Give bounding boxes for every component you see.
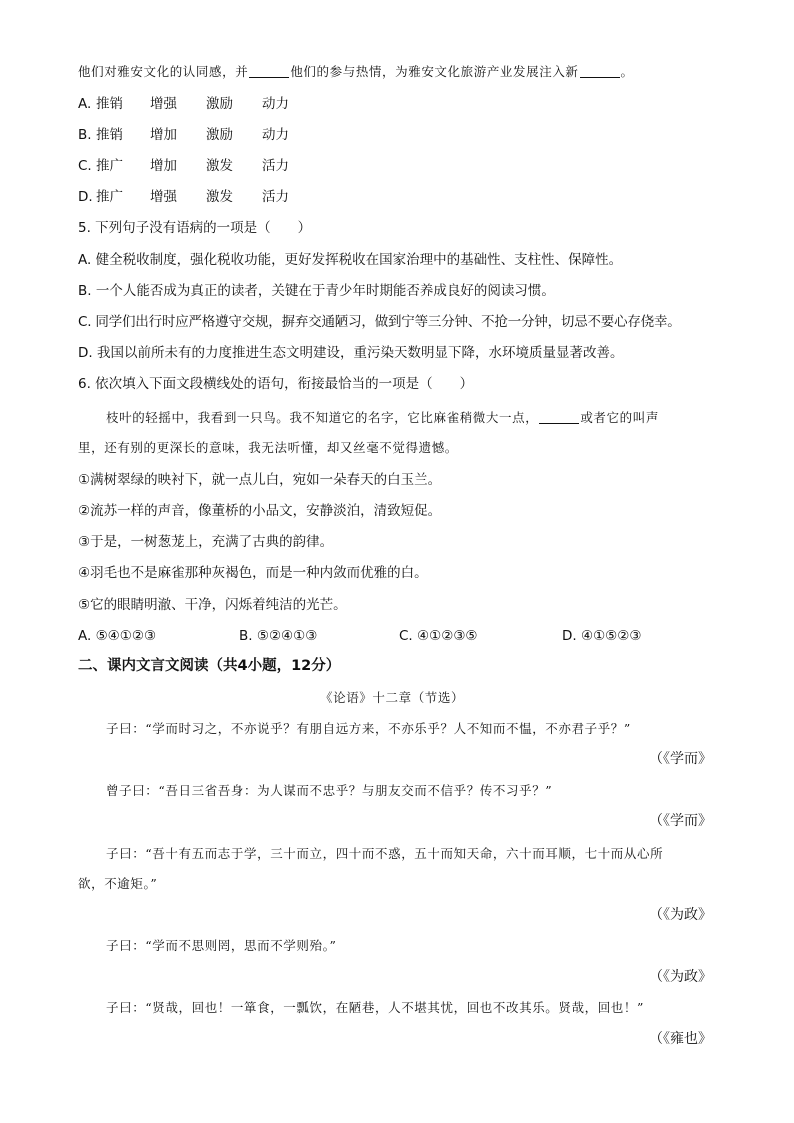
quote-1: 子曰：“学而时习之，不亦说乎？有朋自远方来，不亦乐乎？人不知而不愠，不亦君子乎？” xyxy=(106,721,631,736)
source-4: （《为政》 xyxy=(649,969,712,985)
text-title: 《论语》十二章（节选） xyxy=(320,690,465,705)
q5-option-d: D. 我国以前所未有的力度推进生态文明建设，重污染天数明显下降，水环境质量显著改善。 xyxy=(78,345,624,361)
option-word-2: 增加 xyxy=(150,127,177,143)
q6-choice-c: C. ④①②③⑤ xyxy=(399,628,478,644)
option-word-1: 推销 xyxy=(96,96,123,112)
q5-option-c: C. 同学们出行时应严格遵守交规，摒弃交通陋习，做到宁等三分钟、不抢一分钟，切忌不要心存侥幸。 xyxy=(78,314,681,330)
option-letter: B. xyxy=(78,127,92,143)
q6-passage-text-a: 枝叶的轻摇中，我看到一只鸟。我不知道它的名字，它比麻雀稍微大一点， xyxy=(106,410,539,425)
q6-choice-d: D. ④①⑤②③ xyxy=(562,628,642,644)
q6-item-5: ⑤它的眼睛明澈、干净，闪烁着纯洁的光芒。 xyxy=(78,597,347,613)
option-word-3: 激发 xyxy=(206,158,233,174)
section-heading: 二、课内文言文阅读（共4小题，12分） xyxy=(78,658,341,674)
quote-3: 子曰：“吾十有五而志于学，三十而立，四十而不惑，五十而知天命，六十而耳顺，七十而从心所 xyxy=(106,846,664,861)
q6-blank xyxy=(539,422,579,424)
option-word-3: 激发 xyxy=(206,189,233,205)
q6-choice-b: B. ⑤②④①③ xyxy=(239,628,318,644)
option-word-1: 推广 xyxy=(96,189,123,205)
blank-1 xyxy=(249,76,289,78)
quote-4: 子曰：“学而不思则罔，思而不学则殆。” xyxy=(106,938,337,953)
option-word-3: 激励 xyxy=(206,96,233,112)
source-1: （《学而》 xyxy=(649,751,712,767)
passage-text-3: 。 xyxy=(620,64,634,79)
quote-5: 子曰：“贤哉，回也！一箪食，一瓢饮，在陋巷，人不堪其忧，回也不改其乐。贤哉，回也！” xyxy=(106,1000,644,1015)
option-letter: D. xyxy=(78,189,93,205)
option-word-2: 增强 xyxy=(150,189,177,205)
quote-2: 曾子曰：“吾日三省吾身：为人谋而不忠乎？与朋友交而不信乎？传不习乎？” xyxy=(106,783,553,798)
option-word-4: 活力 xyxy=(262,189,289,205)
q5-stem: 5. 下列句子没有语病的一项是（ ） xyxy=(78,220,312,236)
option-word-4: 动力 xyxy=(262,127,289,143)
option-word-1: 推销 xyxy=(96,127,123,143)
q5-option-a: A. 健全税收制度，强化税收功能，更好发挥税收在国家治理中的基础性、支柱性、保障性。 xyxy=(78,252,623,268)
option-word-4: 活力 xyxy=(262,158,289,174)
q4-passage-end xyxy=(78,63,634,81)
option-word-2: 增强 xyxy=(150,96,177,112)
q6-item-1: ①满树翠绿的映衬下，就一点儿白，宛如一朵春天的白玉兰。 xyxy=(78,472,442,488)
source-5: （《雍也》 xyxy=(649,1031,712,1047)
q6-choice-a: A. ⑤④①②③ xyxy=(78,628,157,644)
option-word-3: 激励 xyxy=(206,127,233,143)
option-letter: C. xyxy=(78,158,92,174)
option-word-4: 动力 xyxy=(262,96,289,112)
q6-passage-line-1 xyxy=(106,409,659,427)
q5-option-b: B. 一个人能否成为真正的读者，关键在于青少年时期能否养成良好的阅读习惯。 xyxy=(78,283,555,299)
source-3: （《为政》 xyxy=(649,907,712,923)
passage-text-1: 他们对雅安文化的认同感，并 xyxy=(78,64,249,79)
source-2: （《学而》 xyxy=(649,813,712,829)
q6-passage-text-b: 或者它的叫声 xyxy=(580,410,659,425)
option-word-1: 推广 xyxy=(96,158,123,174)
q6-passage-line-2: 里，还有别的更深长的意味，我无法听懂，却又丝毫不觉得遗憾。 xyxy=(78,440,458,455)
passage-text-2: 他们的参与热情，为雅安文化旅游产业发展注入新 xyxy=(290,64,579,79)
blank-2 xyxy=(580,76,620,78)
quote-3-cont: 欲，不逾矩。” xyxy=(78,876,158,891)
q6-item-3: ③于是，一树葱茏上，充满了古典的韵律。 xyxy=(78,534,334,550)
q6-item-4: ④羽毛也不是麻雀那种灰褐色，而是一种内敛而优雅的白。 xyxy=(78,565,428,581)
q6-item-2: ②流苏一样的声音，像董桥的小品文，安静淡泊，清致短促。 xyxy=(78,503,442,519)
option-letter: A. xyxy=(78,96,92,112)
option-word-2: 增加 xyxy=(150,158,177,174)
q6-stem: 6. 依次填入下面文段横线处的语句，衔接最恰当的一项是（ ） xyxy=(78,376,474,392)
